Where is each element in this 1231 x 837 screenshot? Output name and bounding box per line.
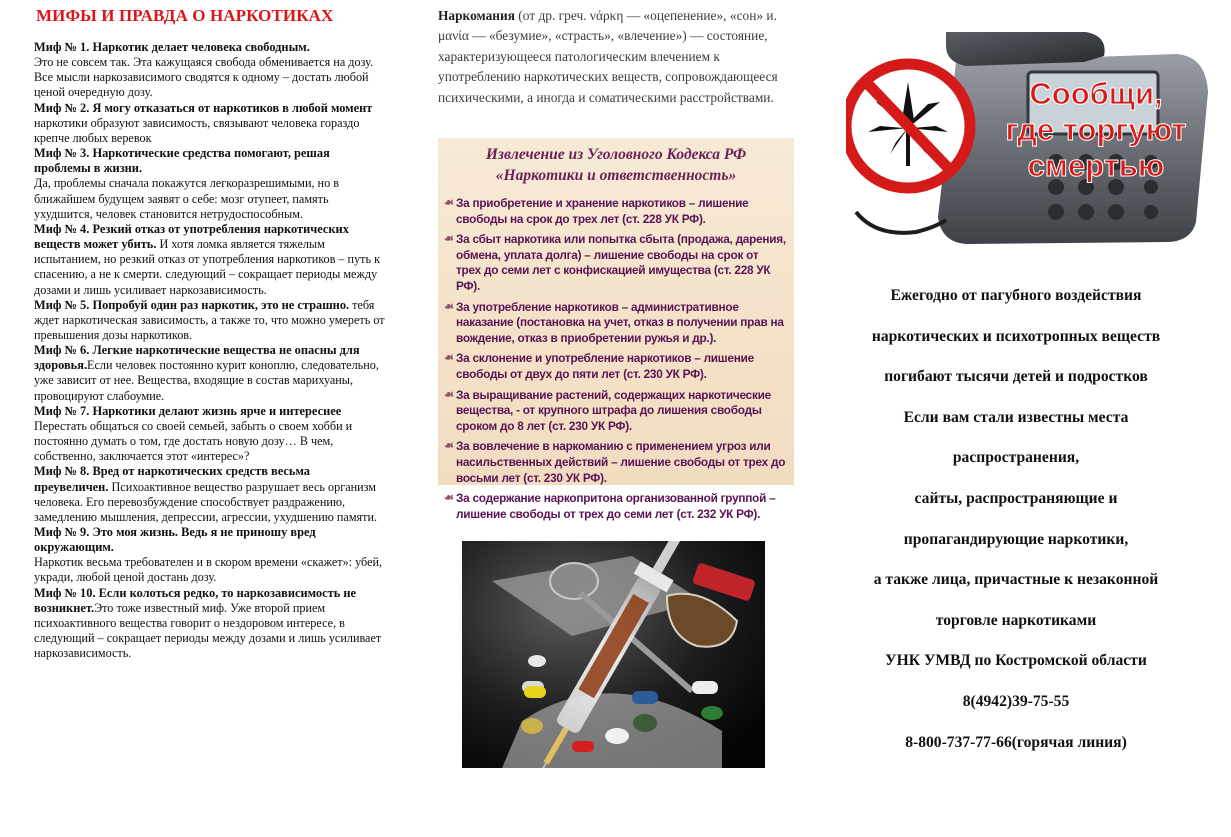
- definition-term: Наркомания: [438, 8, 515, 23]
- appeal-line: распространения,: [952, 449, 1080, 467]
- myth-heading: Миф № 8. Вред от наркотических средств весьма преувеличен.: [34, 464, 310, 494]
- codex-item: [444, 351, 786, 382]
- codex-item-text: За вовлечение в наркоманию с применением угроз или насильственных действий – лишение свободы от трех до восьми лет (ст. 230 УК РФ).: [456, 439, 786, 485]
- drugs-syringe-photo: [462, 541, 765, 768]
- bullet-icon: ☙: [444, 352, 454, 365]
- myth-text: наркотики образуют зависимость, связывают человека гораздо крепче любых веревок: [34, 115, 360, 145]
- myth-item: [34, 101, 386, 146]
- report-drug-trade-banner: [846, 32, 1212, 246]
- codex-item: [444, 232, 786, 294]
- codex-item: [444, 439, 786, 486]
- myth-text: Это тоже известный миф. Уже второй прием психоактивного вещества говорит о нездоровом интересе, в следующий – сокращает периоды между дозами и лишь усиливает наркозависимость.: [34, 600, 382, 661]
- banner-line-2: где торгуют: [1005, 112, 1187, 147]
- myth-item: [34, 222, 386, 298]
- myth-heading: Миф № 6. Легкие наркотические вещества не опасны для здоровья.: [34, 343, 360, 373]
- codex-title-line: Извлечение из Уголовного Кодекса РФ: [485, 146, 747, 163]
- myth-heading: Миф № 1. Наркотик делает человека свободным.: [34, 40, 310, 54]
- codex-item: [444, 300, 786, 347]
- bullet-icon: ☙: [444, 388, 454, 401]
- banner-line-1: Сообщи,: [1029, 76, 1163, 111]
- bullet-icon: ☙: [444, 440, 454, 453]
- bullet-icon: ☙: [444, 492, 454, 505]
- bullet-icon: ☙: [444, 197, 454, 209]
- codex-item-text: За сбыт наркотика или попытка сбыта (продажа, дарения, обмена, уплата долга) – лишение свободы на срок от трех до семи лет с конфискацией имущества (ст. 228 УК РФ).: [456, 232, 786, 293]
- myth-heading: Миф № 7. Наркотики делают жизнь ярче и интереснее: [34, 403, 342, 418]
- myth-text: Перестать общаться со своей семьей, забыть о своем хобби и постоянно думать о том, где достать новую дозу… В чем, собственно, заключается этот «интерес»?: [34, 418, 353, 464]
- codex-item: [444, 388, 786, 435]
- codex-item-text: За выращивание растений, содержащих наркотические вещества, - от крупного штрафа до лишения свободы сроком до 8 лет (ст. 230 УК РФ).: [456, 387, 771, 433]
- myth-text: И хотя ломка является тяжелым испытанием, но резкий отказ от употребления наркотиков – путь к спасению, а не к смерти. следующий – сокращает периоды между дозами и лишь усиливает наркозависимость.: [34, 237, 381, 297]
- myth-item: [34, 586, 386, 662]
- appeal-line: Ежегодно от пагубного воздействия: [890, 287, 1142, 304]
- myths-list: [34, 40, 386, 661]
- appeal-line: Если вам стали известны места: [903, 408, 1129, 426]
- myth-item: [34, 525, 386, 586]
- myth-text: Если человек постоянно курит коноплю, следовательно, уже зависит от нее. Вещества, входящие в состав марихуаны, провоцируют слабоумие.: [34, 358, 379, 403]
- hotline-number: 8-800-737-77-66(горячая линия): [905, 733, 1127, 751]
- codex-item-text: За содержание наркопритона организованной группой – лишение свободы от трех до семи лет (ст. 232 УК РФ).: [456, 491, 776, 521]
- myth-item: [34, 146, 386, 222]
- police-department: УНК УМВД по Костромской области: [885, 652, 1147, 670]
- definition-block: [438, 6, 790, 108]
- codex-item-text: За приобретение и хранение наркотиков – лишение свободы на срок до трех лет (ст. 228 УК РФ).: [456, 196, 749, 226]
- myth-heading: Миф № 9. Это моя жизнь. Ведь я не приношу вред окружающим.: [34, 525, 316, 555]
- appeal-line: пропагандирующие наркотики,: [903, 530, 1129, 548]
- myth-heading: Миф № 5. Попробуй один раз наркотик, это не страшно.: [34, 297, 350, 312]
- banner-line-3: смертью: [1027, 148, 1165, 183]
- myth-text: Да, проблемы сначала покажутся легкоразрешимыми, но в ближайшем будущем заявят о себе: мозг отупеет, память ухудшится, человек становится нетрудоспособным.: [34, 176, 339, 221]
- myths-column: [34, 6, 386, 661]
- myth-heading: Миф № 10. Если колоться редко, то наркозависимость не возникнет.: [34, 585, 356, 615]
- myth-item: [34, 404, 386, 465]
- bullet-icon: ☙: [444, 233, 454, 246]
- myth-item: [34, 298, 386, 343]
- myth-heading: Миф № 3. Наркотические средства помогают, решая проблемы в жизни.: [34, 146, 330, 176]
- codex-list: [438, 196, 794, 522]
- definition-text: [438, 6, 790, 108]
- myth-item: [34, 343, 386, 404]
- bullet-icon: ☙: [444, 300, 454, 313]
- appeal-line: погибают тысячи детей и подростков: [884, 368, 1148, 386]
- appeal-line: торговле наркотиками: [935, 611, 1097, 629]
- myth-heading: Миф № 2. Я могу отказаться от наркотиков в любой момент: [34, 100, 373, 115]
- codex-item-text: За употребление наркотиков – административное наказание (постановка на учет, отказ в получении прав на вождение, отказ в приобретении ружья и др.).: [456, 299, 784, 345]
- criminal-code-panel: [438, 138, 794, 521]
- myth-text: Психоактивное вещество разрушает весь организм человека. Его перевозбуждение способствует раздражению, замедлению мышления, депрессии, агрессии, ухудшению памяти.: [34, 479, 378, 524]
- phone-number: 8(4942)39-75-55: [962, 692, 1070, 710]
- codex-item-text: За склонение и употребление наркотиков – лишение свободы от двух до пяти лет (ст. 230 УК РФ).: [456, 351, 754, 381]
- appeal-line: сайты, распространяющие и: [914, 489, 1118, 507]
- myths-title: МИФЫ И ПРАВДА О НАРКОТИКАХ: [36, 6, 334, 25]
- appeal-block: [840, 276, 1192, 763]
- myth-text: Наркотик весьма требователен и в скором времени «скажет»: убей, укради, любой ценой достань дозу.: [34, 555, 383, 585]
- myth-item: [34, 464, 386, 525]
- appeal-line: наркотических и психотропных веществ: [871, 327, 1161, 345]
- myth-heading: Миф № 4. Резкий отказ от употребления наркотических веществ может убить.: [34, 221, 349, 252]
- codex-item: [444, 196, 786, 227]
- codex-item: [444, 491, 786, 522]
- myth-item: [34, 40, 386, 101]
- definition-body: (от др. греч. νάρκη — «оцепенение», «сон» и. μανία — «безумие», «страсть», «влечение») — состояние, характеризующееся патологическим влечением к употреблению наркотических веществ, сопровождающееся психическими, а иногда и соматическими расстройствами.: [438, 8, 778, 105]
- codex-title: [438, 138, 794, 186]
- appeal-line: а также лица, причастные к незаконной: [873, 571, 1159, 589]
- myth-text: Это не совсем так. Эта кажущаяся свобода обменивается на дозу. Все мысли наркозависимого сводятся к одному – достать любой ценой очередную дозу.: [34, 55, 374, 100]
- codex-subtitle: «Наркотики и ответственность»: [495, 167, 737, 184]
- myth-text: тебя ждет наркотическая зависимость, а также то, что можно умереть от превышения дозы наркотиков.: [34, 297, 385, 342]
